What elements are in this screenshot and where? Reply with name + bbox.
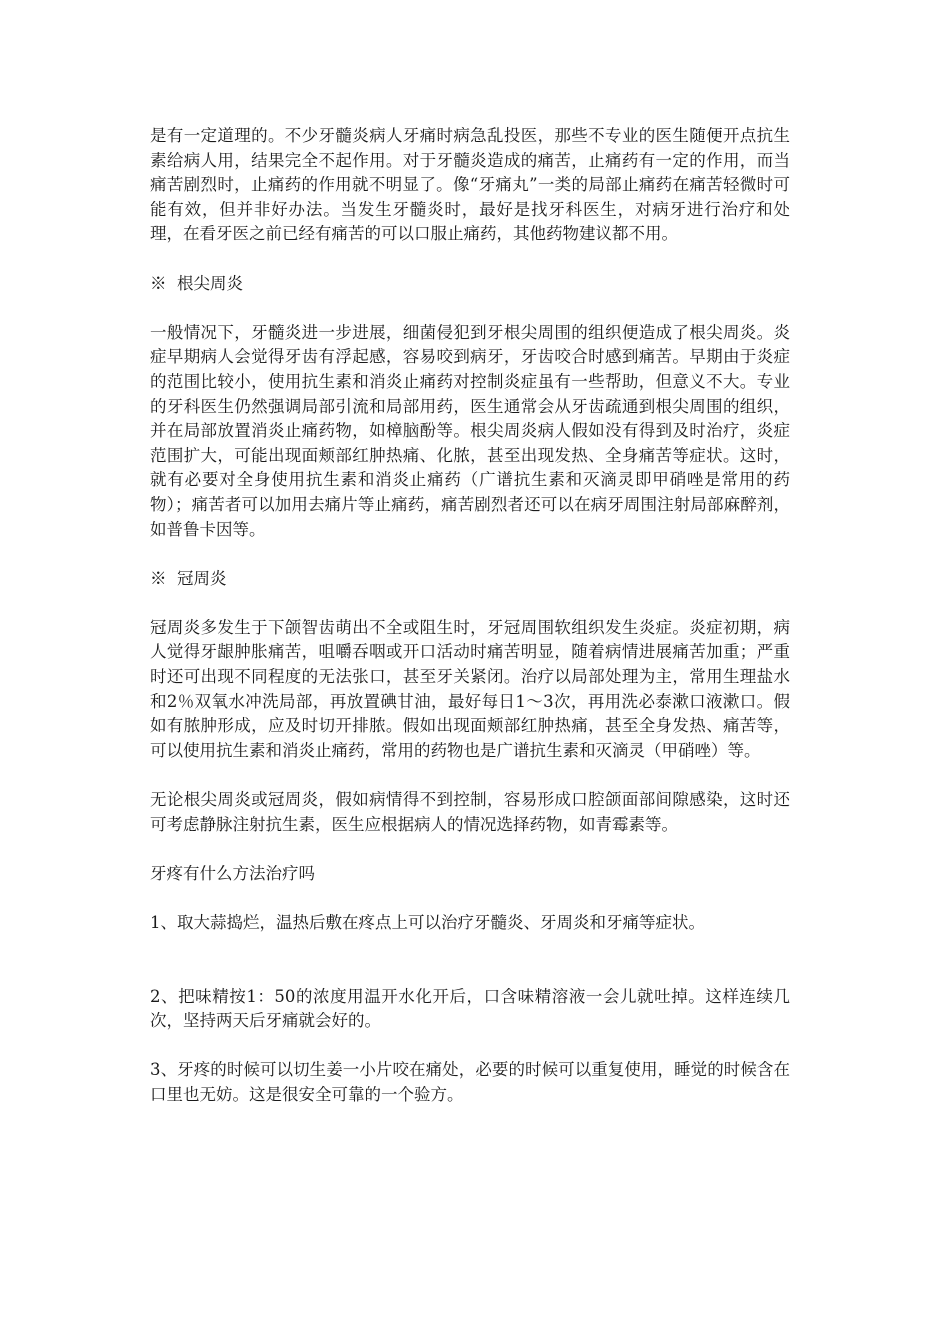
section-heading-toothache-remedies: 牙疼有什么方法治疗吗 — [150, 863, 315, 883]
paragraph-pulpitis-treatment: 是有一定道理的。不少牙髓炎病人牙痛时病急乱投医，那些不专业的医生随便开点抗生素给病人用，结果完全不起作用。对于牙髓炎造成的痛苦，止痛药有一定的作用，而当痛苦剧烈时，止痛药的作用就不明显了。像“牙痛丸”一类的局部止痛药在痛苦轻微时可能有效，但并非好办法。当发生牙髓炎时，最好是找牙科医生，对病牙进行治疗和处理，在看牙医之前已经有痛苦的可以口服止痛药，其他药物建议都不用。 — [150, 126, 790, 244]
document-body — [150, 124, 790, 1108]
section-heading-periapical-periodontitis: ※ 根尖周炎 — [150, 273, 243, 293]
list-item-remedy-2: 2、把味精按1：50的浓度用温开水化开后，口含味精溶液一会儿就吐掉。这样连续几次，坚持两天后牙痛就会好的。 — [150, 986, 790, 1031]
paragraph-periapical-periodontitis: 一般情况下，牙髓炎进一步进展，细菌侵犯到牙根尖周围的组织便造成了根尖周炎。炎症早期病人会觉得牙齿有浮起感，容易咬到病牙，牙齿咬合时感到痛苦。早期由于炎症的范围比较小，使用抗生素和消炎止痛药对控制炎症虽有一些帮助，但意义不大。专业的牙科医生仍然强调局部引流和局部用药，医生通常会从牙齿疏通到根尖周围的组织，并在局部放置消炎止痛药物，如樟脑酚等。根尖周炎病人假如没有得到及时治疗，炎症范围扩大，可能出现面颊部红肿热痛、化脓，甚至出现发热、全身痛苦等症状。这时，就有必要对全身使用抗生素和消炎止痛药（广谱抗生素和灭滴灵即甲硝唑是常用的药物）；痛苦者可以加用去痛片等止痛药，痛苦剧烈者还可以在病牙周围注射局部麻醉剂，如普鲁卡因等。 — [150, 322, 790, 539]
list-item-remedy-1: 1、取大蒜捣烂，温热后敷在疼点上可以治疗牙髓炎、牙周炎和牙痛等症状。 — [150, 913, 705, 932]
section-heading-pericoronitis: ※ 冠周炎 — [150, 568, 227, 588]
paragraph-infection-control: 无论根尖周炎或冠周炎，假如病情得不到控制，容易形成口腔颌面部间隙感染，这时还可考虑静脉注射抗生素，医生应根据病人的情况选择药物，如青霉素等。 — [150, 790, 790, 834]
list-item-remedy-3: 3、牙疼的时候可以切生姜一小片咬在痛处，必要的时候可以重复使用，睡觉的时候含在口里也无妨。这是很安全可靠的一个验方。 — [150, 1060, 790, 1104]
paragraph-pericoronitis: 冠周炎多发生于下颌智齿萌出不全或阻生时，牙冠周围软组织发生炎症。炎症初期，病人觉得牙龈肿胀痛苦，咀嚼吞咽或开口活动时痛苦明显，随着病情进展痛苦加重；严重时还可出现不同程度的无法张口，甚至牙关紧闭。治疗以局部处理为主，常用生理盐水和2％双氧水冲洗局部，再放置碘甘油，最好每日1～3次，再用洗必泰漱口液漱口。假如有脓肿形成，应及时切开排脓。假如出现面颊部红肿热痛，甚至全身发热、痛苦等，可以使用抗生素和消炎止痛药，常用的药物也是广谱抗生素和灭滴灵（甲硝唑）等。 — [150, 617, 790, 760]
